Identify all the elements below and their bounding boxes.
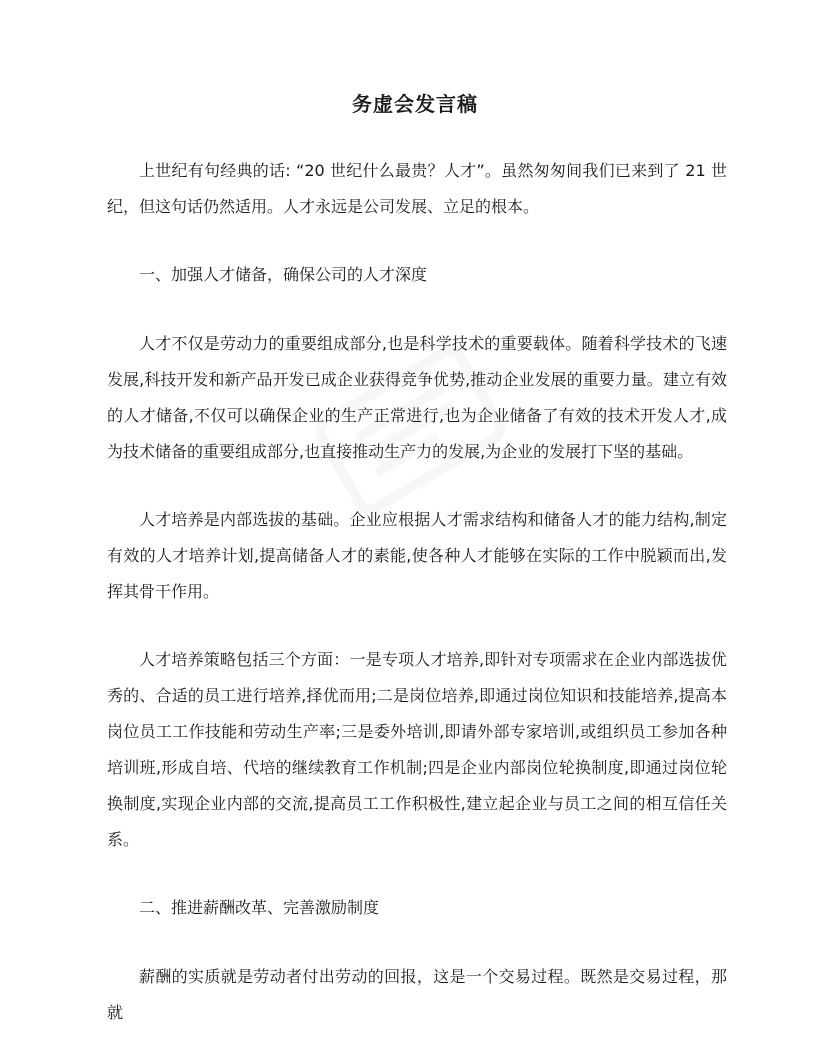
document-body [107,153,727,1063]
body-paragraph: 人才培养是内部选拔的基础。企业应根据人才需求结构和储备人才的能力结构,制定有效的人才培养计划,提高储备人才的素能,使各种人才能够在实际的工作中脱颖而出,发挥其骨干作用。 [107,510,727,601]
intro-paragraph: 上世纪有句经典的话: “20 世纪什么最贵？人才”。虽然匆匆间我们已来到了 21 世纪，但这句话仍然适用。人才永远是公司发展、立足的根本。 [107,161,727,216]
body-paragraph: 薪酬的实质就是劳动者付出劳动的回报，这是一个交易过程。既然是交易过程，那就 [107,967,727,1022]
body-paragraph: 人才不仅是劳动力的重要组成部分,也是科学技术的重要载体。随着科学技术的飞速发展,科技开发和新产品开发已成企业获得竞争优势,推动企业发展的重要力量。建立有效的人才储备,不仅可以确保企业的生产正常进行,也为企业储备了有效的技术开发人才,成为技术储备的重要组成部分,也直接推动生产力的发展,为企业的发展打下坚的基础。 [107,334,727,461]
section-heading-1: 一、加强人才储备，确保公司的人才深度 [139,265,428,284]
body-paragraph: 人才培养策略包括三个方面：一是专项人才培养,即针对专项需求在企业内部选拔优秀的、合适的员工进行培养,择优而用;二是岗位培养,即通过岗位知识和技能培养,提高本岗位员工工作技能和劳动生产率;三是委外培训,即请外部专家培训,或组织员工参加各种培训班,形成自培、代培的继续教育工作机制;四是企业内部岗位轮换制度,即通过岗位轮换制度,实现企业内部的交流,提高员工工作积极性,建立起企业与员工之间的相互信任关系。 [107,650,727,849]
section-heading-2: 二、推进薪酬改革、完善激励制度 [139,898,380,917]
document-title: 务虚会发言稿 [352,92,478,116]
